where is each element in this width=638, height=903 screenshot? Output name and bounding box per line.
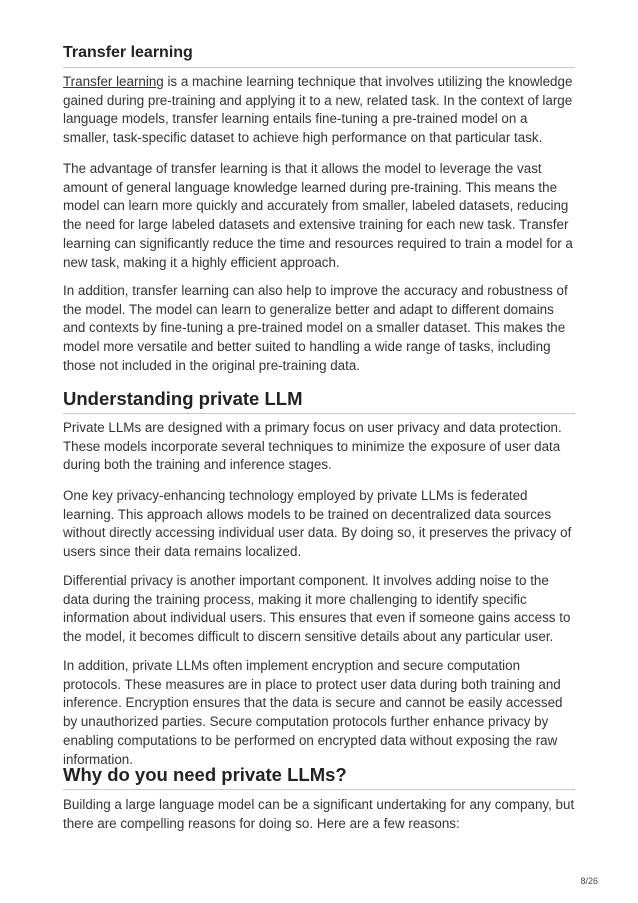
paragraph: Private LLMs are designed with a primary focus on user privacy and data protection. These models incorporate several techniques to minimize the exposure of user data during both the training and inference stages. — [63, 420, 562, 473]
paragraph: One key privacy-enhancing technology employed by private LLMs is federated learning. This approach allows models to be trained on decentralized data sources without directly accessing individual user data. By doing so, it preserves the privacy of users since their data remains localized. — [63, 488, 572, 560]
section-heading-understanding-private-llm: Understanding private LLM — [63, 388, 303, 409]
heading-divider — [63, 67, 575, 68]
paragraph: Differential privacy is another important component. It involves adding noise to the data during the training process, making it more challenging to identify specific information about individual users. This ensures that even if someone gains access to the model, it becomes difficult to discern sensitive details about any particular user. — [63, 573, 571, 645]
paragraph — [63, 73, 575, 148]
paragraph-text: is a machine learning technique that involves utilizing the knowledge gained during pre-training and applying it to a new, related task. In the context of large language models, transfer learning entails fine-tuning a pre-trained model on a smaller, task-specific dataset to achieve high performance on that particular task. — [63, 74, 573, 146]
section-heading-why-private-llms: Why do you need private LLMs? — [63, 764, 347, 785]
section-heading-transfer-learning: Transfer learning — [63, 44, 193, 61]
transfer-learning-link[interactable]: Transfer learning — [63, 74, 164, 89]
paragraph: Building a large language model can be a significant undertaking for any company, but there are compelling reasons for doing so. Here are a few reasons: — [63, 797, 575, 831]
paragraph: In addition, transfer learning can also help to improve the accuracy and robustness of the model. The model can learn to generalize better and adapt to different domains and contexts by fine-tuning a pre-trained model on a smaller dataset. This makes the model more versatile and better suited to handling a wide range of tasks, including those not included in the original pre-training data. — [63, 283, 568, 373]
paragraph: The advantage of transfer learning is that it allows the model to leverage the vast amount of general language knowledge learned during pre-training. This means the model can learn more quickly and accurately from smaller, labeled datasets, reducing the need for large labeled datasets and extensive training for each new task. Transfer learning can significantly reduce the time and resources required to train a model for a new task, making it a highly efficient approach. — [63, 161, 573, 270]
paragraph: In addition, private LLMs often implement encryption and secure computation protocols. These measures are in place to protect user data during both training and inference. Encryption ensures that the data is secure and cannot be easily accessed by unauthorized parties. Secure computation protocols further enhance privacy by enabling computations to be performed on encrypted data without exposing the raw information. — [63, 658, 563, 767]
heading-divider — [63, 413, 575, 414]
heading-divider — [63, 789, 575, 790]
page-number: 8/26 — [580, 876, 598, 886]
